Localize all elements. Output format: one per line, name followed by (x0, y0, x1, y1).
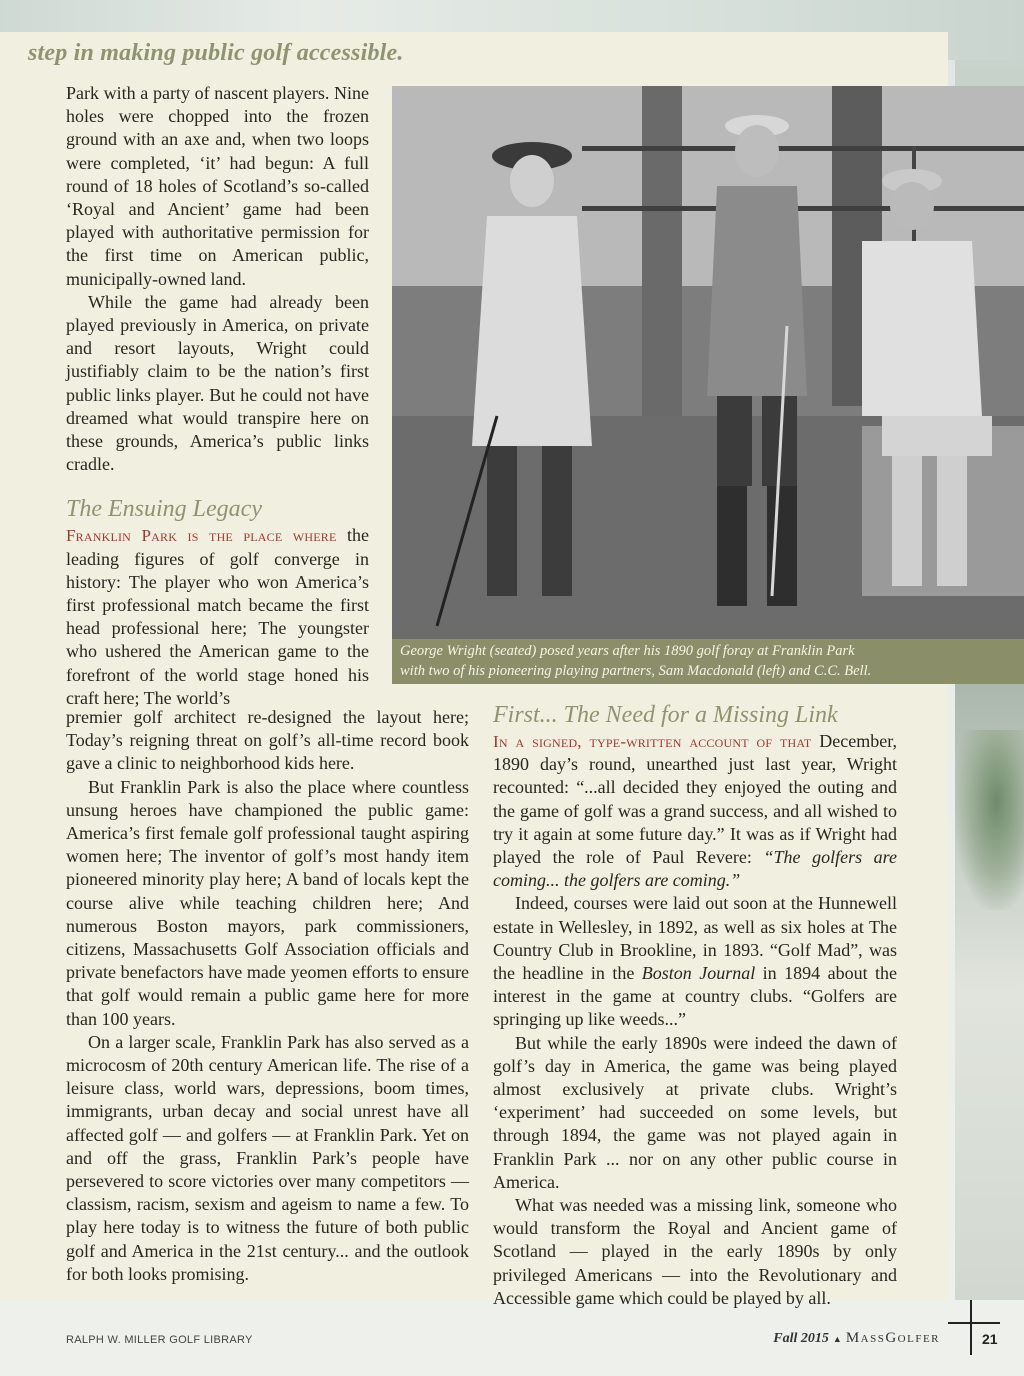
paragraph: premier golf architect re-designed the layout here; Today’s reigning threat on golf’s all-time record book gave a clinic to neighborhood kids here. (66, 707, 469, 774)
quote: “The golfers are coming... the golfers are coming.” (493, 847, 898, 891)
page-number: 21 (982, 1331, 998, 1347)
publication-name: Boston Journal (641, 963, 756, 984)
paragraph: Indeed, courses were laid out soon at the Hunnewell estate in Wellesley, in 1892, as well as six holes at The Country Club in Brookline, in 1893. “Golf Mad”, was the headline in the Boston Journal in 1894 about the interest in the game at country clubs. “Golfers are springing up like weeds...” (493, 893, 898, 1030)
historic-photo (392, 86, 1024, 639)
photo-caption (392, 639, 1024, 684)
caption-line: George Wright (seated) posed years after his 1890 golf foray at Franklin Park (400, 643, 855, 659)
footer-issue (773, 1330, 940, 1347)
lead-in: Franklin Park is the place where (66, 526, 337, 546)
paragraph: But Franklin Park is also the place where countless unsung heroes have championed the public game: America’s first female golf professional taught aspiring women here; The inventor of golf’s most handy item pioneered minority play here; A band of locals kept the course alive while teaching children here; And numerous Boston mayors, park commissioners, citizens, Massachusetts Golf Association officials and private benefactors have made yeomen efforts to ensure that golf would remain a public game here for more than 100 years. (66, 776, 469, 1029)
paragraph: While the game had already been played previously in America, on private and resort layouts, Wright could justifiably claim to be the nation’s first public links player. But he could not have dreamed what would transpire here on these grounds, America’s public links cradle. (66, 291, 369, 475)
paragraph: Park with a party of nascent players. Nine holes were chopped into the frozen ground with an axe and, when two loops were completed, ‘it’ had begun: A full round of 18 holes of Scotland’s so-called ‘Royal and Ancient’ game had been played with authoritative permission for the first time on American public, municipally-owned land. (66, 83, 369, 289)
caption-line: with two of his pioneering playing partners, Sam Macdonald (left) and C.C. Bell. (400, 663, 872, 679)
magazine-name: MassGolfer (845, 1330, 940, 1346)
column-right (493, 700, 897, 1310)
photo-illustration (392, 86, 1024, 639)
column-left-upper (66, 82, 369, 710)
issue-season: Fall 2015 (773, 1331, 829, 1346)
paragraph: On a larger scale, Franklin Park has also served as a microcosm of 20th century American life. The rise of a leisure class, world wars, depressions, boom times, immigrants, urban decay and social unrest have all affected golf — and golfers — at Franklin Park. Yet on and off the grass, Franklin Park’s people have persevered to score victories over many competitors — classism, racism, sexism and ageism to name a few. To play here today is to witness the future of both public golf and America in the 21st century... and the outlook for both looks promising. (66, 1031, 469, 1284)
paragraph: What was needed was a missing link, someone who would transform the Royal and Ancient game of Scotland — played in the early 1890s by only privileged Americans — into the Revolutionary and Accessible game which could be played by all. (493, 1195, 897, 1308)
paragraph: Franklin Park is the place where the leading figures of golf converge in history: The player who won America’s first professional match became the first head professional here; The youngster who ushered the American game to the forefront of the world stage honed his craft here; The world’s (66, 525, 370, 708)
footer-divider (948, 1322, 1000, 1324)
section-heading-legacy: The Ensuing Legacy (66, 496, 262, 523)
footer-credit: RALPH W. MILLER GOLF LIBRARY (66, 1334, 253, 1346)
section-heading-missing-link: First... The Need for a Missing Link (493, 702, 838, 728)
footer-divider (970, 1300, 972, 1355)
lead-in: In a signed, type-written account of that (493, 732, 812, 751)
column-left-lower (66, 706, 469, 1286)
triangle-icon: ▲ (832, 1334, 842, 1344)
paragraph: But while the early 1890s were indeed the dawn of golf’s day in America, the game was being played almost exclusively at private clubs. Wright’s ‘experiment’ had succeeded on some levels, but through 1894, the game was not played again in Franklin Park ... nor on any other public course in America. (493, 1032, 897, 1192)
paragraph: In a signed, type-written account of that December, 1890 day’s round, unearthed just last year, Wright recounted: “...all decided they enjoyed the outing and the game of golf was a grand success, and all wished to try it again at some future day.” It was as if Wright had played the role of Paul Revere: “The golfers are coming... the golfers are coming.” (493, 731, 898, 891)
pull-quote-kicker: step in making public golf accessible. (28, 40, 404, 66)
